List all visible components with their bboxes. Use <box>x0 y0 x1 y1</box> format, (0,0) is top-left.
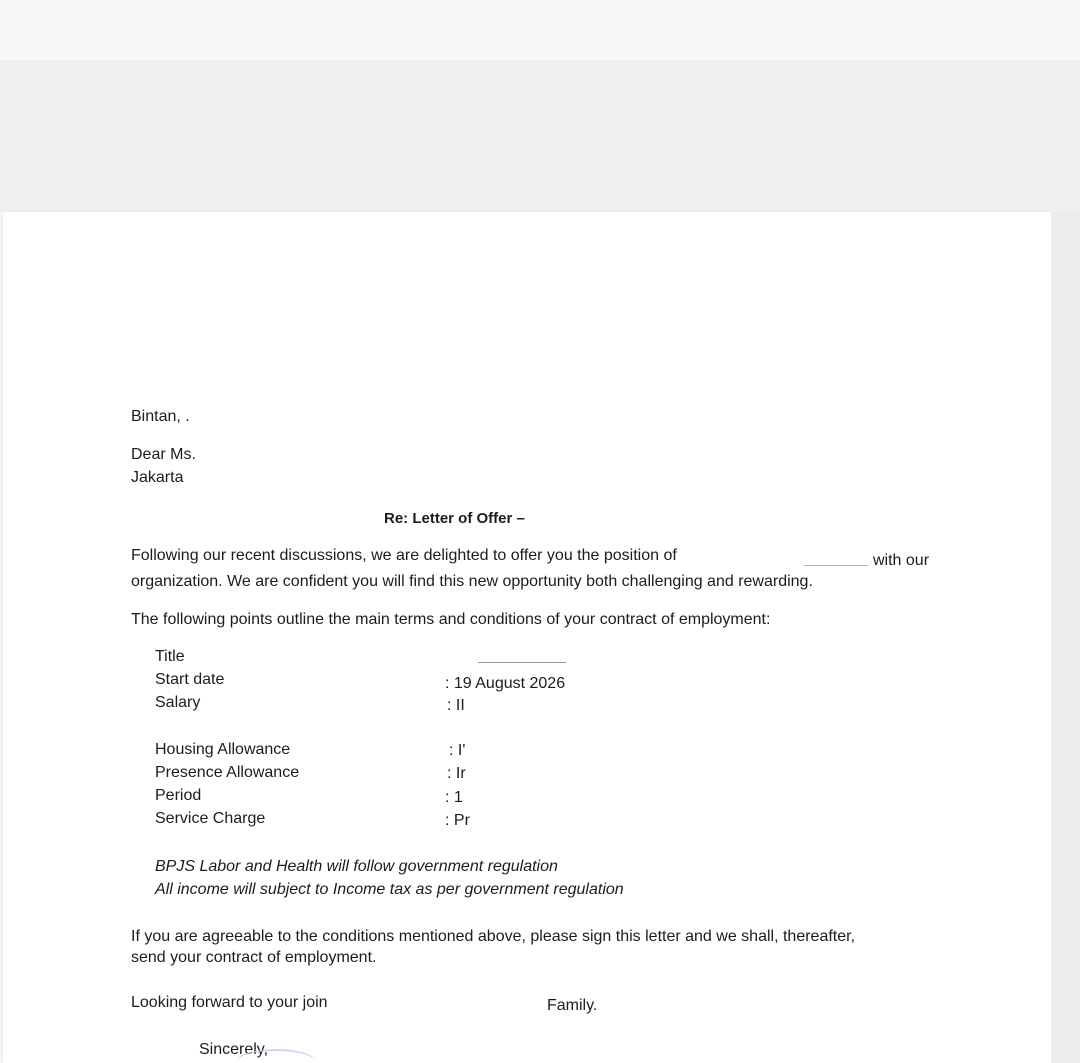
term-value-housing-allowance: : I' <box>449 742 466 759</box>
closing-end: Family. <box>547 997 598 1014</box>
paragraph-2: The following points outline the main terms and conditions of your contract of employment: <box>131 611 771 628</box>
paragraph-3-line-2: send your contract of employment. <box>131 949 377 966</box>
redaction-mark <box>478 662 566 663</box>
paragraph-1-line-1: Following our recent discussions, we are delighted to offer you the position of <box>131 547 677 564</box>
recipient-city: Jakarta <box>131 469 184 486</box>
term-value-presence-allowance: : Ir <box>447 765 466 782</box>
term-label-start-date: Start date <box>155 671 225 688</box>
term-label-period: Period <box>155 787 202 804</box>
term-label-service-charge: Service Charge <box>155 810 266 827</box>
term-value-service-charge: : Pr <box>445 812 470 829</box>
note-bpjs: BPJS Labor and Health will follow government regulation <box>155 858 558 875</box>
redaction-mark <box>804 565 868 566</box>
term-value-start-date: : 19 August 2026 <box>445 675 566 692</box>
paragraph-1-line-1-end: with our <box>873 552 930 569</box>
term-value-period: : 1 <box>445 789 463 806</box>
paragraph-1-line-2: organization. We are confident you will find this new opportunity both challenging and rewarding. <box>131 573 813 590</box>
background-band <box>0 60 1080 212</box>
paragraph-3-line-1: If you are agreeable to the conditions mentioned above, please sign this letter and we shall, thereafter, <box>131 928 856 945</box>
term-label-presence-allowance: Presence Allowance <box>155 764 300 781</box>
letter-subject: Re: Letter of Offer – <box>384 510 525 527</box>
background-top <box>0 0 1080 60</box>
salutation: Dear Ms. <box>131 446 196 463</box>
background-right <box>1052 212 1080 1063</box>
note-income-tax: All income will subject to Income tax as per government regulation <box>155 881 624 898</box>
closing-start: Looking forward to your join <box>131 994 328 1011</box>
term-label-salary: Salary <box>155 694 201 711</box>
sign-off: Sincerely, <box>199 1041 269 1058</box>
term-label-title: Title <box>155 648 185 665</box>
term-value-salary: : II <box>447 697 465 714</box>
term-label-housing-allowance: Housing Allowance <box>155 741 291 758</box>
place-date: Bintan, . <box>131 408 190 425</box>
